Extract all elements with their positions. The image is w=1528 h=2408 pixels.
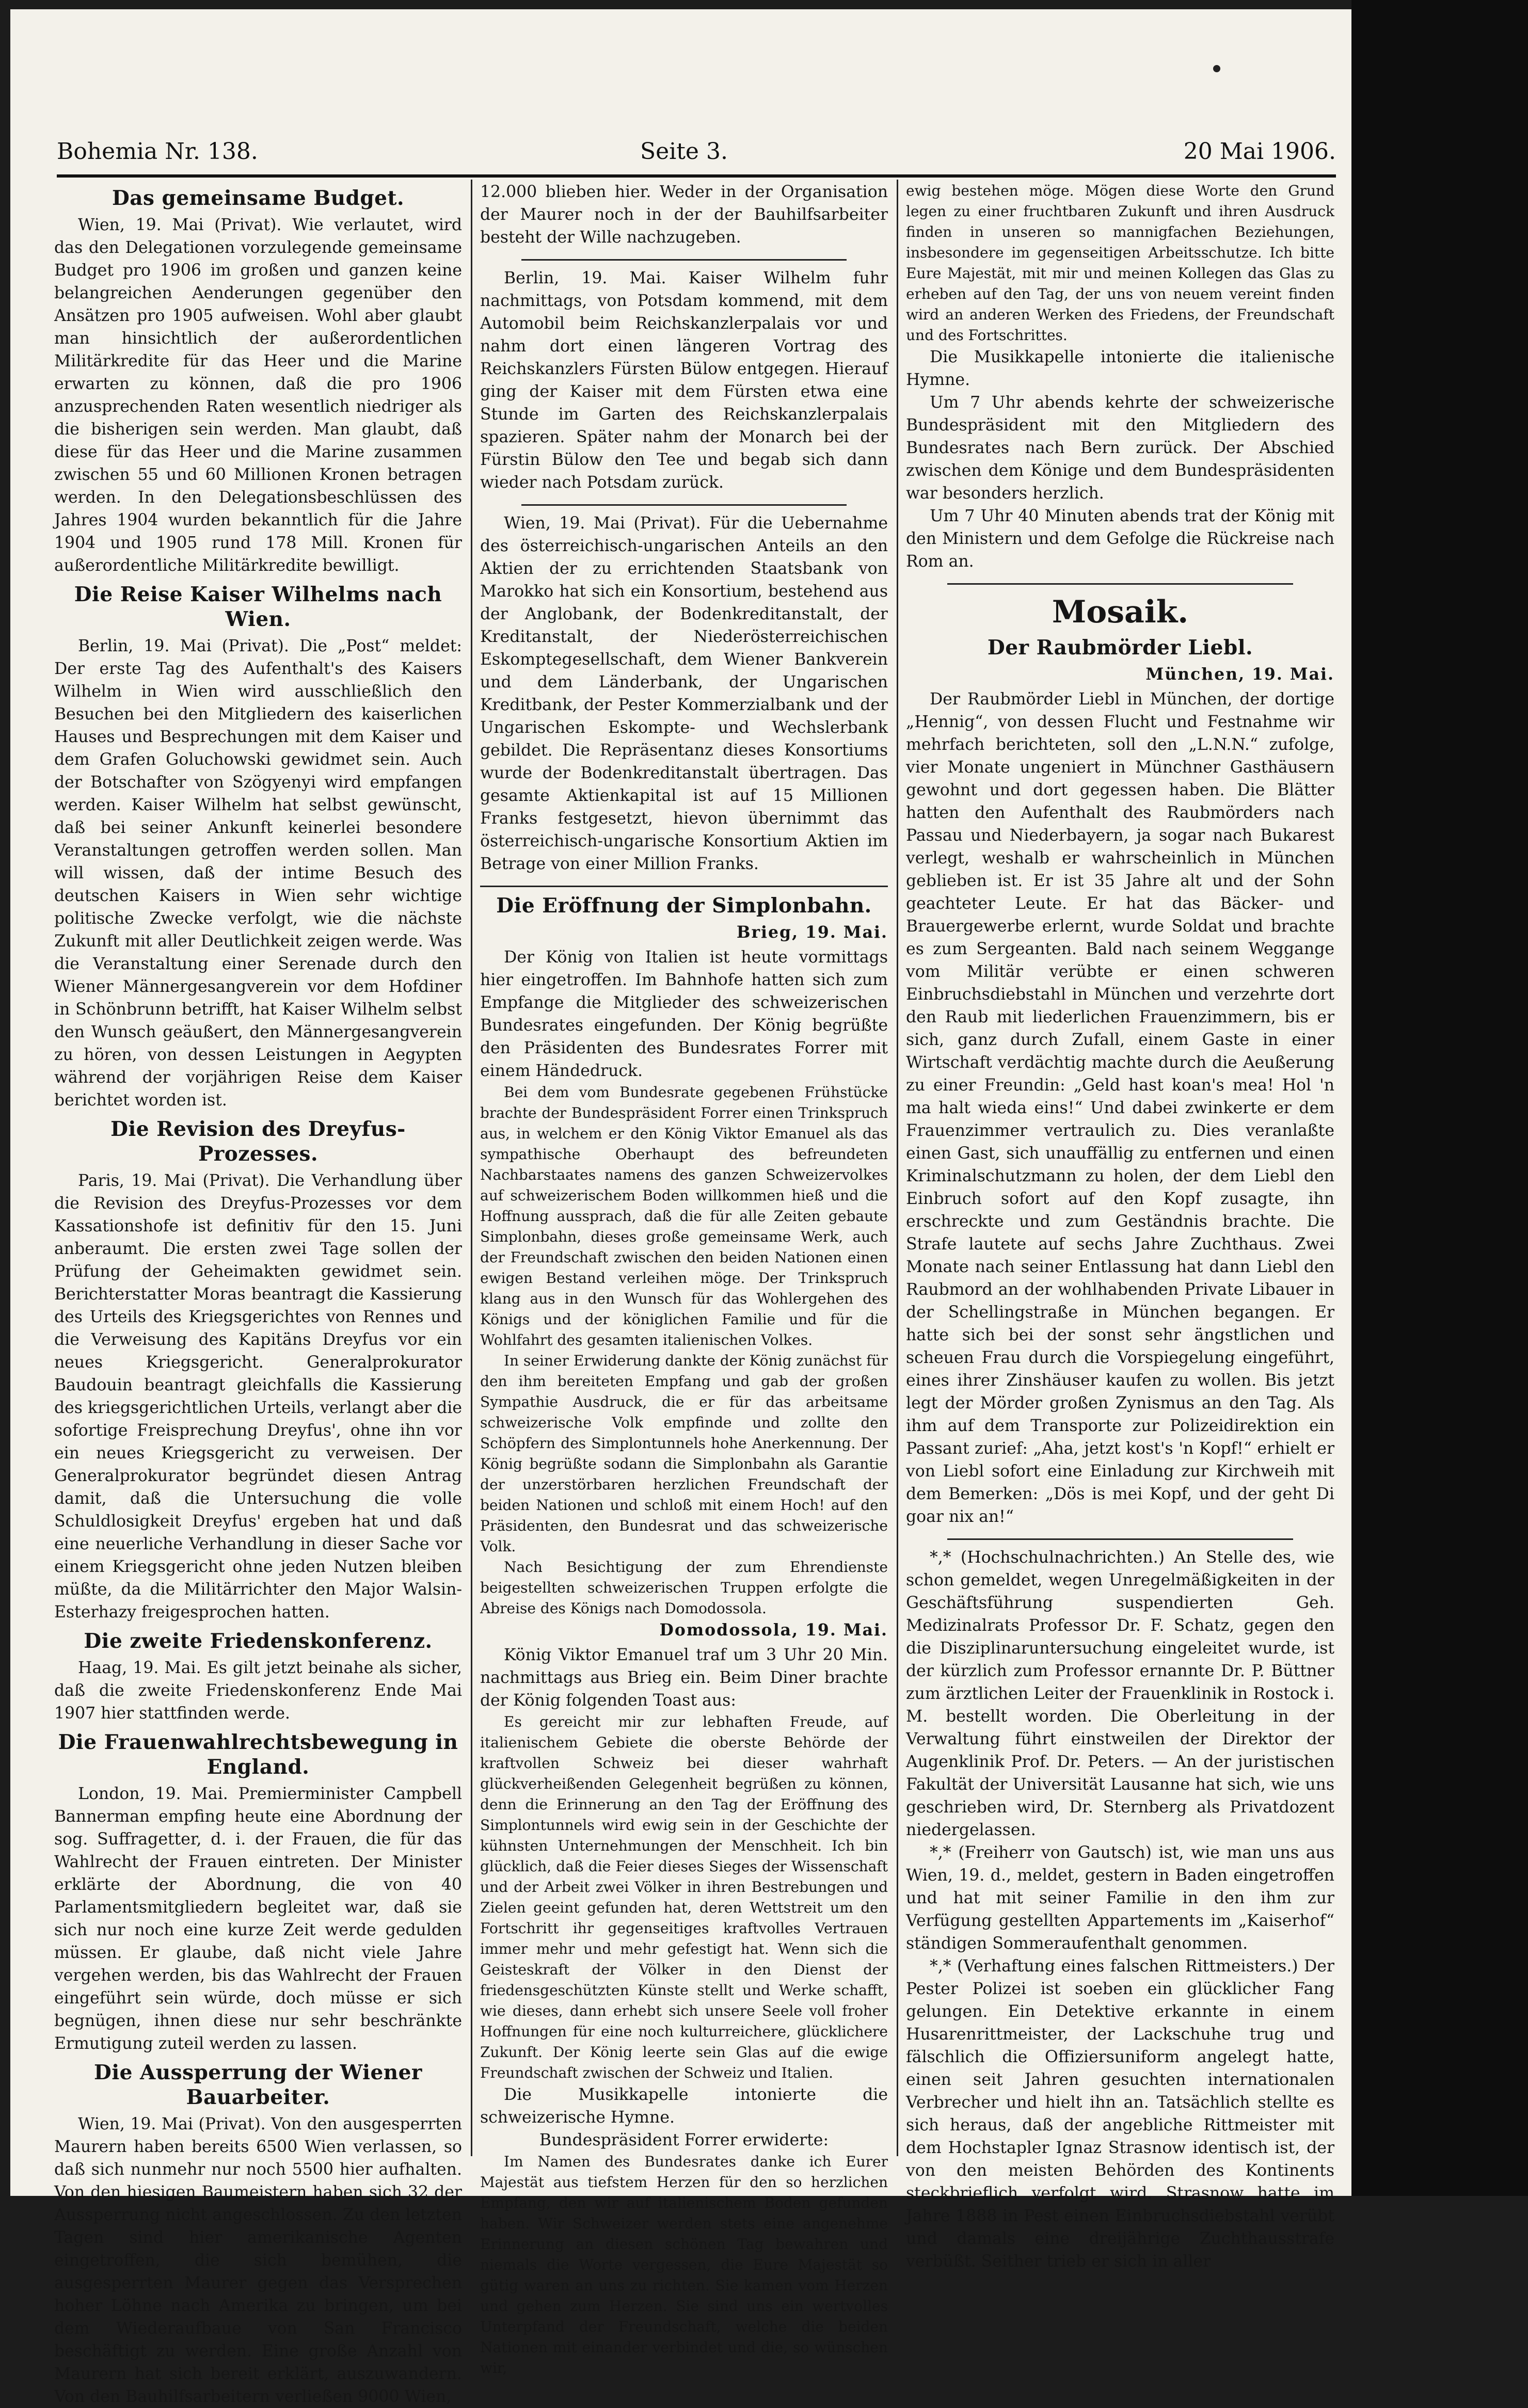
article-body: In seiner Erwiderung dankte der König zunächst für den ihm bereiteten Empfang und gab der großen Sympathie Ausdruck, die er für das arbeitsame schweizerische Volk empfinde und zollte den Schöpfern des Simplontunnels hohe Anerkennung. Der König begrüßte sodann die Simplonbahn als Garantie der unzerstörbaren herzlichen Freundschaft der beiden Nationen und schloß mit einem Hoch! auf den Präsidenten, den Bundesrat und das schweizerische Volk. [480,1352,888,1555]
article-headline: Die Eröffnung der Simplonbahn. [496,894,872,918]
article-body-continued: ewig bestehen möge. Mögen diese Worte den Grund legen zu einer fruchtbaren Zukunft und ihren Ausdruck finden in unseren so mannigfachen Beziehungen, insbesondere im gegenseitigen Arbeitsschutze. Ich bitte Eure Majestät, mit mir und meinen Kollegen das Glas zu erheben auf den Tag, der uns von neuem vereint finden wird an anderen Werken des Friedens, der Freundschaft und des Fortschrittes. [906,182,1334,344]
article-headline: Die Frauenwahlrechtsbewegung in England. [58,1730,458,1779]
article-body: Bundespräsident Forrer erwiderte: [539,2131,829,2149]
article-body: Um 7 Uhr 40 Minuten abends trat der König mit den Ministern und dem Gefolge die Rückreise nach Rom an. [906,507,1334,571]
article-body: Der König von Italien ist heute vormittags hier eingetroffen. Im Bahnhofe hatten sich zum Empfange die Mitglieder des schweizerischen Bundesrates eingefunden. Der König begrüßte den Präsidenten des Bundesrates Forrer mit einem Händedruck. [480,948,888,1080]
news-item: *,* (Freiherr von Gautsch) ist, wie man uns aus Wien, 19. d., meldet, gestern in Baden eingetroffen und hat mit seiner Familie in den ihm zur Verfügung gestellten Appartements im „Kaiserhof“ ständigen Sommeraufenthalt genommen. [906,1843,1334,1953]
dateline: Brieg, 19. Mai. [736,923,888,942]
article-body: Nach Besichtigung der zum Ehrendienste beigestellten schweizerischen Truppen erfolgte die Abreise des Königs nach Domodossola. [480,1559,888,1617]
dateline: Domodossola, 19. Mai. [659,1620,888,1640]
article-headline: Die Aussperrung der Wiener Bauarbeiter. [94,2061,422,2109]
article-headline: Der Raubmörder Liebl. [987,636,1253,660]
page-header [57,135,1336,176]
article-body: Wien, 19. Mai (Privat). Wie verlautet, wird das den Delegationen vorzulegende gemeinsame Budget pro 1906 im großen und ganzen keine belangreichen Aenderungen gegenüber den Ansätzen pro 1905 aufweisen. Wohl aber glaubt man hinsichtlich der außerordentlichen Militärkredite für das Heer und die Marine erwarten zu können, daß die pro 1906 anzusprechenden Raten wesentlich niedriger als die bisherigen sein werden. Man glaubt, daß diese für das Heer und die Marine zusammen zwischen 55 und 60 Millionen Kronen betragen werden. In den Delegationsbeschlüssen des Jahres 1904 wurden bekanntlich für die Jahre 1904 und 1905 rund 178 Mill. Kronen für außerordentliche Militärkredite bewilligt. [54,216,462,575]
article-body: Die Musikkapelle intonierte die schweizerische Hymne. [480,2085,888,2127]
separator [947,1538,1293,1540]
article-body: Bei dem vom Bundesrate gegebenen Frühstücke brachte der Bundespräsident Forrer einen Trinkspruch aus, in welchem er den König Viktor Emanuel als das sympathische Oberhaupt des befreundeten Nachbarstaates namens des ganzen Schweizervolkes auf schweizerischem Boden willkommen hieß und die Hoffnung aussprach, daß die für alle Zeiten gebaute Simplonbahn, dieses große gemeinsame Werk, auch der Freundschaft zwischen den beiden Nationen einen ewigen Bestand verleihen möge. Der Trinkspruch klang aus in den Wunsch für das Wohlergehen des Königs und der königlichen Familie und für die Wohlfahrt des gesamten italienischen Volkes. [480,1084,888,1349]
dateline: München, 19. Mai. [1145,665,1334,684]
article-body: Paris, 19. Mai (Privat). Die Verhandlung über die Revision des Dreyfus-Prozesses vor dem Kassationshofe ist definitiv für den 15. Juni anberaumt. Die ersten zwei Tage sollen der Prüfung der Geheimakten gewidmet sein. Berichterstatter Moras beantragt die Kassierung des Urteils des Kriegsgerichtes von Rennes und die Verweisung des Kapitäns Dreyfus vor ein neues Kriegsgericht. Generalprokurator Baudouin beantragt gleichfalls die Kassierung des kriegsgerichtlichen Urteils, verlangt aber die sofortige Freisprechung Dreyfus', ohne ihn vor ein neues Kriegsgericht zu verweisen. Der Generalprokurator begründet diesen Antrag damit, daß die Untersuchung die volle Schuldlosigkeit Dreyfus' ergeben hat und daß eine neuerliche Verhandlung in dieser Sache vor einem Kriegsgericht ohne jeden Nutzen bleiben müßte, da die Militärrichter den Major Walsin-Esterhazy freigesprochen hatten. [54,1171,462,1622]
scan-speck [1213,65,1220,72]
news-item: *,* (Hochschulnachrichten.) An Stelle des, wie schon gemeldet, wegen Unregelmäßigkeiten in der Geschäftsführung suspendierten Geh. Medizinalrats Professor Dr. F. Schatz, gegen den die Disziplinaruntersuchung eingeleitet wurde, ist der kürzlich zum Professor ernannte Dr. P. Büttner zum ärztlichen Leiter der Frauenklinik in Rostock i. M. bestellt worden. Die Oberleitung in der Verwaltung führt einstweilen der Direktor der Augenklinik Prof. Dr. Peters. — An der juristischen Fakultät der Universität Lausanne hat sich, wie uns geschrieben wird, Dr. Sternberg als Privatdozent niedergelassen. [906,1548,1334,1839]
article-headline: Das gemeinsame Budget. [112,186,405,210]
page-number: Seite 3. [640,138,728,165]
article-body: Wien, 19. Mai (Privat). Von den ausgesperrten Maurern haben bereits 6500 Wien verlassen, so daß sich nunmehr nur noch 5500 hier aufhalten. Von den hiesigen Baumeistern haben sich 32 der Aussperrung nicht angeschlossen. Zu den letzten Tagen sind hier amerikanische Agenten eingetroffen, die sich bemühen, die ausgesperrten Maurer gegen das Versprechen hoher Löhne nach Amerika zu bringen, um bei dem Wiederaufbaue von San Francisco beschäftigt zu werden. Eine große Anzahl von Maurern hat sich bereit erklärt, auszuwandern. Von den Bauhilfsarbeitern verließen 9000 Wien, [54,2115,462,2406]
newspaper-issue: Bohemia Nr. 138. [57,138,258,165]
article-body: König Viktor Emanuel traf um 3 Uhr 20 Min. nachmittags aus Brieg ein. Beim Diner brachte der König folgenden Toast aus: [480,1646,888,1710]
article-body: London, 19. Mai. Premierminister Campbell Bannerman empfing heute eine Abordnung der sog. Suffragetter, d. i. der Frauen, die für das Wahlrecht der Frauen eintreten. Der Minister erklärte der Abordnung, die von 40 Parlamentsmitgliedern begleitet war, daß sie sich nur noch eine kurze Zeit werde gedulden müssen. Er glaube, daß nicht viele Jahre vergehen werden, bis das Wahlrecht der Frauen eingeführt sein würde, doch müsse er sich begnügen, ihnen diese nur sehr beschränkte Ermutigung zuteil werden zu lassen. [54,1785,462,2053]
article-body: Wien, 19. Mai (Privat). Für die Uebernahme des österreichisch-ungarischen Anteils an den Aktien der zu errichtenden Staatsbank von Marokko hat sich ein Konsortium, bestehend aus der Anglobank, der Bodenkreditanstalt, der Kreditanstalt, der Niederösterreichischen Eskomptegesellschaft, dem Wiener Bankverein und dem Länderbank, der Ungarischen Kreditbank, der Pester Kommerzialbank und der Ungarischen Eskompte- und Wechslerbank gebildet. Die Repräsentanz dieses Konsortiums wurde der Bodenkreditanstalt übertragen. Das gesamte Aktienkapital ist auf 15 Millionen Franks festgesetzt, hievon übernimmt das österreichisch-ungarische Konsortium Aktien im Betrage von einer Million Franks. [480,514,888,873]
article-headline: Die Reise Kaiser Wilhelms nach Wien. [74,583,442,631]
article-body: Berlin, 19. Mai (Privat). Die „Post“ meldet: Der erste Tag des Aufenthalt's des Kaisers Wilhelm in Wien wird ausschließlich den Besuchen bei den Mitgliedern des kaiserlichen Hauses und Besprechungen mit dem Kaiser und dem Grafen Goluchowski gewidmet sein. Auch der Botschafter von Szögyenyi wird empfangen werden. Kaiser Wilhelm hat selbst gewünscht, daß bei seiner Ankunft keinerlei besondere Veranstaltungen getroffen werden sollen. Man will wissen, daß der intime Besuch des deutschen Kaisers in Wien sehr wichtige politische Zwecke verfolgt, wie die nächste Zukunft mit aller Deutlichkeit zeigen werde. Was die Veranstaltung einer Serenade durch den Wiener Männergesangverein vor dem Hofdiner in Schönbrunn betrifft, hat Kaiser Wilhelm selbst den Wunsch geäußert, den Männergesangverein zu hören, von dessen Leistungen in Aegypten während der vorjährigen Reise dem Kaiser berichtet worden ist. [54,637,462,1110]
article-body-continued: 12.000 blieben hier. Weder in der Organisation der Maurer noch in der der Bauhilfsarbeiter besteht der Wille nachzugeben. [480,183,888,247]
article-headline: Die zweite Friedenskonferenz. [84,1629,433,1653]
column-3 [906,181,1334,2271]
header-rule [57,174,1336,178]
quoted-toast: Es gereicht mir zur lebhaften Freude, auf italienischem Gebiete die oberste Behörde der kraftvollen Schweiz bei dieser wahrhaft glückverheißenden Gelegenheit begrüßen zu können, denn die Erinnerung an den Tag der Eröffnung des Simplontunnels wird ewig sein in der Geschichte der kühnsten Unternehmungen der Menschheit. Ich bin glücklich, daß die Feier dieses Sieges der Wissenschaft und der Arbeit zwei Völker in ihren Bestrebungen und Zielen geeint gefunden hat, deren Wettstreit um den Fortschritt ihr gegenseitiges kraftvolles Vertrauen immer mehr und mehr gefestigt hat. Wenn sich die Geisteskraft der Völker in den Dienst der friedensgeschützten Künste stellt und Werke schafft, wie dieses, dann erhebt sich unsere Seele voll froher Hoffnungen für eine noch kulturreichere, glücklichere Zukunft. Der König leerte sein Glas auf die ewige Freundschaft zwischen der Schweiz und Italien. [480,1713,888,2081]
column-divider [897,180,898,2156]
news-item: *,* (Verhaftung eines falschen Rittmeisters.) Der Pester Polizei ist soeben ein glücklicher Fang gelungen. Ein Detektive erkannte in einem Husarenrittmeister, der Lackschuhe trug und fälschlich die Offiziersuniform angelegt hatte, einen seit Jahren gesuchten internationalen Verbrecher und hielt ihn an. Tatsächlich stellte es sich heraus, daß der angebliche Rittmeister mit dem Hochstapler Ignaz Strasnow identisch ist, der von den meisten Behörden des Kontinents steckbrieflich verfolgt wird. Strasnow hatte im Jahre 1888 in Pest einen Einbruchsdiebstahl verübt und damals eine dreijährige Zuchthausstrafe verbüßt. Seither trieb er sich in aller [906,1957,1334,2271]
separator [480,886,888,887]
article-body: Die Musikkapelle intonierte die italienische Hymne. [906,348,1334,389]
article-body: Haag, 19. Mai. Es gilt jetzt beinahe als sicher, daß die zweite Friedenskonferenz Ende Mai 1907 hier stattfinden werde. [54,1659,462,1723]
issue-date: 20 Mai 1906. [1183,138,1336,165]
column-divider [471,180,472,2156]
article-body: Berlin, 19. Mai. Kaiser Wilhelm fuhr nachmittags, von Potsdam kommend, mit dem Automobil beim Reichskanzlerpalais vor und nahm dort einen längeren Vortrag des Reichskanzlers Fürsten Bülow entgegen. Hierauf ging der Kaiser mit dem Fürsten etwa eine Stunde im Garten des Reichskanzlerpalais spazieren. Später nahm der Monarch bei der Fürstin Bülow den Tee und begab sich dann wieder nach Potsdam zurück. [480,269,888,492]
separator [947,583,1293,585]
article-body: Der Raubmörder Liebl in München, der dortige „Hennig“, von dessen Flucht und Festnahme wir mehrfach berichteten, soll den „L.N.N.“ zufolge, vier Monate ungeniert in Münchner Gasthäusern gewohnt und dort gegessen haben. Die Blätter hatten den Aufenthalt des Raubmörders nach Passau und Niederbayern, ja sogar nach Bukarest verlegt, weshalb er wahrscheinlich in München geblieben ist. Er ist 35 Jahre alt und der Sohn geachteter Leute. Er hat das Bäcker- und Brauergewerbe erlernt, wurde Soldat und brachte es zum Sergeanten. Bald nach seinem Weggange vom Militär verübte er einen schweren Einbruchsdiebstahl in München und verzehrte dort den Raub mit liederlichen Frauenzimmern, bis er sich, ganz durch Zufall, einem Gaste in einer Wirtschaft verdächtig machte durch die Aeußerung zu einer Freundin: „Geld hast koan's mea! Hol 'n ma halt wieda eins!“ Und dabei zwinkerte er dem Frauenzimmer vertraulich zu. Dies veranlaßte einen Gast, sich unauffällig zu entfernen und einen Kriminalschutzmann zu holen, der dem Liebl den Einbruch sofort auf den Kopf zusagte, ihn erschreckte und zum Geständnis brachte. Die Strafe lautete auf sechs Jahre Zuchthaus. Zwei Monate nach seiner Entlassung hat dann Liebl den Raubmord an der wohlhabenden Private Libauer in der Schellingstraße in München begangen. Er hatte sich bei der sonst sehr ängstlichen und scheuen Frau durch die Vorspiegelung eingeführt, eines ihrer Zinshäuser kaufen zu wollen. Bis jetzt legt der Mörder großen Zynismus an den Tag. Als ihm auf dem Transporte zur Polizeidirektion ein Passant zurief: „Aha, jetzt kost's 'n Kopf!“ erhielt er von Liebl sofort eine Einladung zur Kirchweih mit dem Bemerken: „Dös is mei Kopf, und der geht Di goar nix an!“ [906,690,1334,1526]
column-1 [54,181,462,2406]
section-title: Mosaik. [1052,594,1189,630]
scan-border [1351,0,1528,2196]
separator [521,504,847,506]
column-2 [480,181,888,2377]
article-body: Um 7 Uhr abends kehrte der schweizerische Bundespräsident mit den Mitgliedern des Bundesrates nach Bern zurück. Der Abschied zwischen dem Könige und dem Bundespräsidenten war besonders herzlich. [906,393,1334,503]
quoted-reply: Im Namen des Bundesrates danke ich Eurer Majestät aus tiefstem Herzen für den so herzlichen Empfang, den wir auf italienischem Boden gefunden haben. Wir Schweizer werden stets eine angenehme Erinnerung an diesen schönen Tag bewahren und niemals die Worte vergessen, die Eure Majestät so gütig waren an uns zu richten. Sie kamen vom Herzen und gehen zum Herzen. Sie sind uns ein wertvolles Unterpfand der Freundschaft, welche die beiden Nationen mit einander verbindet und die, so wünschen wir, [480,2153,888,2377]
separator [521,259,847,261]
article-headline: Die Revision des Dreyfus-Prozesses. [110,1117,406,1166]
